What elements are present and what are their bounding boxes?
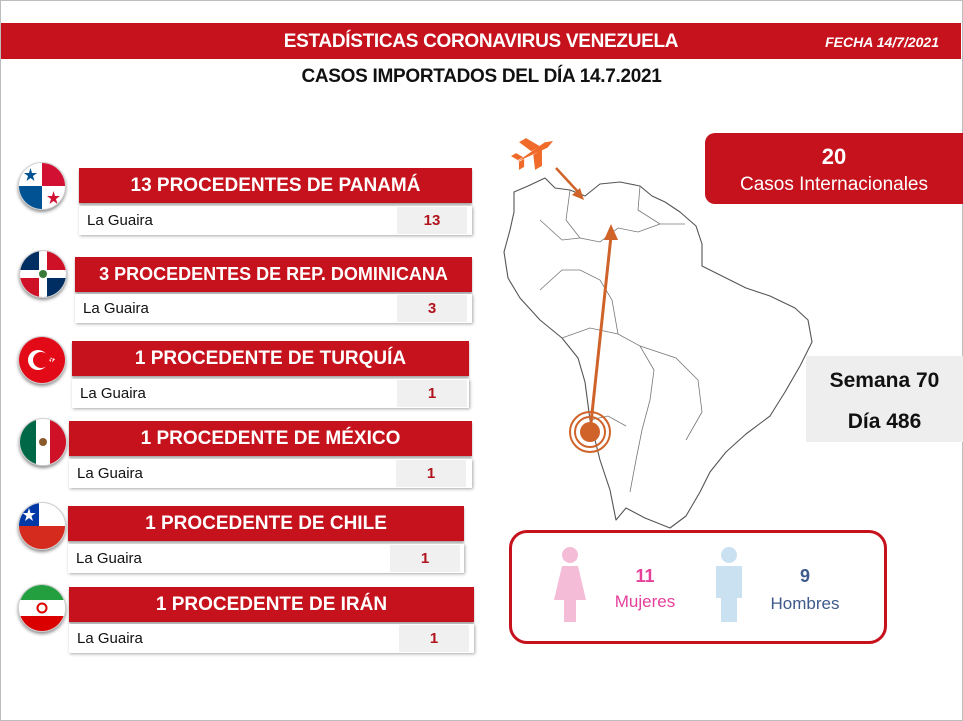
turkey-flag-icon (18, 336, 66, 384)
origin-target-icon (570, 412, 610, 452)
entry-row (72, 379, 469, 408)
state-label: La Guaira (77, 465, 143, 482)
mexico-flag-icon (19, 418, 67, 466)
entry-title: 1 PROCEDENTE DE CHILE (68, 506, 464, 541)
woman-icon (552, 546, 588, 624)
state-label: La Guaira (83, 300, 149, 317)
state-count: 1 (390, 545, 460, 572)
entry-title: 13 PROCEDENTES DE PANAMÁ (79, 168, 472, 203)
page-subtitle: CASOS IMPORTADOS DEL DÍA 14.7.2021 (301, 66, 662, 87)
men-label: Hombres (770, 594, 840, 613)
state-count: 1 (396, 460, 466, 487)
international-count: 20 (821, 144, 847, 169)
entry-title: 1 PROCEDENTE DE IRÁN (69, 587, 474, 622)
state-count: 1 (397, 380, 467, 407)
state-label: La Guaira (77, 630, 143, 647)
chile-flag-icon (18, 502, 66, 550)
state-count: 1 (399, 625, 469, 652)
airplane-icon (507, 127, 561, 177)
week-day-box (806, 356, 963, 442)
entry-row (75, 294, 472, 323)
day-label: Día 486 (847, 410, 922, 433)
gender-breakdown-box (509, 530, 887, 644)
men-count: 9 (799, 566, 810, 586)
state-label: La Guaira (80, 385, 146, 402)
header-date: FECHA 14/7/2021 (825, 34, 939, 50)
state-count: 13 (397, 207, 467, 234)
header-bar (1, 23, 961, 59)
entry-title: 1 PROCEDENTE DE MÉXICO (69, 421, 472, 456)
panama-flag-icon (18, 162, 66, 210)
dominican-republic-flag-icon (19, 250, 67, 298)
week-label: Semana 70 (829, 369, 940, 392)
man-icon (712, 546, 746, 624)
women-count: 11 (635, 566, 655, 586)
entry-row (69, 624, 474, 653)
entry-row (68, 544, 464, 573)
international-label: Casos Internacionales (740, 174, 928, 195)
entry-row (79, 206, 472, 235)
state-count: 3 (397, 295, 467, 322)
entry-title: 3 PROCEDENTES DE REP. DOMINICANA (75, 257, 472, 292)
entry-row (69, 459, 472, 488)
iran-flag-icon (18, 584, 66, 632)
state-label: La Guaira (87, 212, 153, 229)
women-label: Mujeres (614, 592, 676, 611)
state-label: La Guaira (76, 550, 142, 567)
international-cases-box (705, 133, 963, 204)
header-title: ESTADÍSTICAS CORONAVIRUS VENEZUELA (283, 31, 679, 52)
entry-title: 1 PROCEDENTE DE TURQUÍA (72, 341, 469, 376)
